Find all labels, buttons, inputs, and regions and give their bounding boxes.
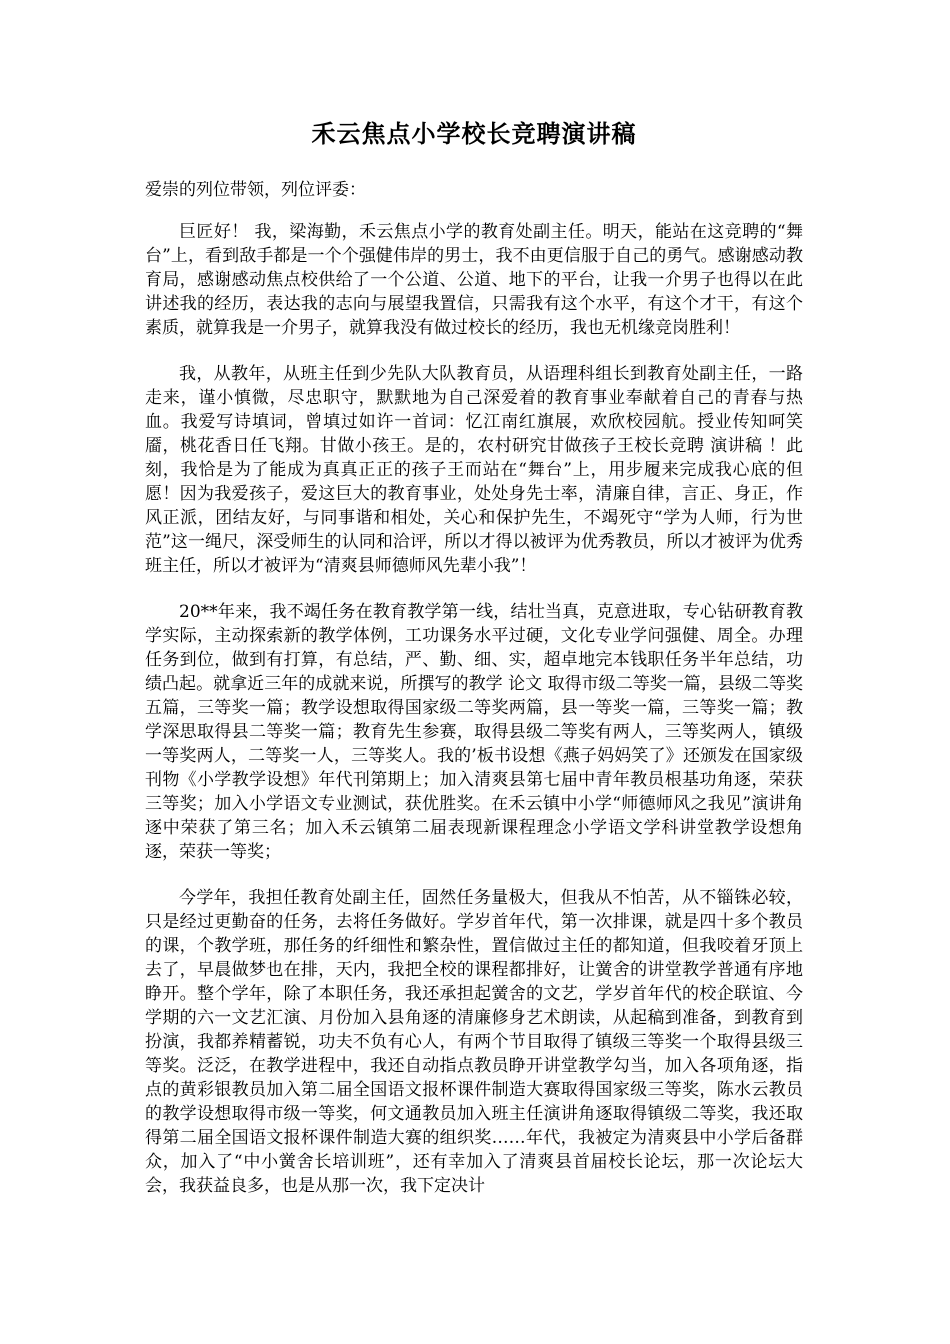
paragraph-1: 巨匠好！ 我，梁海勤，禾云焦点小学的教育处副主任。明天，能站在这竞聘的“舞台”上，看到敌手都是一个个强健伟岸的男士，我不由更信服于自己的勇气。感谢感动教育局，感谢感动焦点校供给了一个公道、公道、地下的平台，让我一介男子也得以在此讲述我的经历，表达我的志向与展望我置信，只需我有这个水平，有这个才干，有这个素质，就算我是一介男子，就算我没有做过校长的经历，我也无机缘竞岗胜利！ [145, 222, 803, 338]
document-title: 禾云焦点小学校长竞聘演讲稿 [311, 119, 637, 148]
document-body [145, 112, 803, 1220]
salutation: 爱崇的列位带领，列位评委： [145, 180, 366, 200]
paragraph-2: 我，从教年，从班主任到少先队大队教育员，从语理科组长到教育处副主任，一路走来，谨小慎微，尽忠职守，默默地为自己深爱着的教育事业奉献着自己的青春与热血。我爱写诗填词，曾填过如许一首词：忆江南红旗展，欢欣校园航。授业传知呵笑靥，桃花香日任飞翔。甘做小孩王。是的，农村研究甘做孩子王校长竞聘 演讲稿 ！此刻，我恰是为了能成为真真正正的孩子王而站在“舞台”上，用步履来完成我心底的但愿！因为我爱孩子，爱这巨大的教育事业，处处身先士率，清廉自律，言正、身正，作风正派，团结友好，与同事谐和相处，关心和保护先生，不竭死守“学为人师，行为世范”这一绳尺，深受师生的认同和洽评，所以才得以被评为优秀教员，所以才被评为优秀班主任，所以才被评为“清爽县师德师风先辈小我”！ [145, 364, 803, 576]
paragraph-4: 今学年，我担任教育处副主任，固然任务量极大，但我从不怕苦，从不锱铢必较，只是经过更勤奋的任务，去将任务做好。学岁首年代，第一次排课，就是四十多个教员的课，个教学班，那任务的纤细性和繁杂性，置信做过主任的都知道，但我咬着牙顶上去了，早晨做梦也在排，天内，我把全校的课程都排好，让黉舍的讲堂教学普通有序地睁开。整个学年，除了本职任务，我还承担起黉舍的文艺，学岁首年代的校企联谊、今学期的六一文艺汇演、月份加入县角逐的清廉修身艺术朗读，从起稿到准备，到教育到扮演，我都养精蓄锐，功夫不负有心人，有两个节目取得了镇级三等奖一个取得县级三等奖。泛泛，在教学进程中，我还自动指点教员睁开讲堂教学勾当，加入各项角逐，指点的黄彩银教员加入第二届全国语文报杯课件制造大赛取得国家级三等奖，陈水云教员的教学设想取得市级一等奖，何文通教员加入班主任演讲角逐取得镇级二等奖，我还取得第二届全国语文报杯课件制造大赛的组织奖……年代，我被定为清爽县中小学后备群众，加入了“中小黉舍长培训班”，还有幸加入了清爽县首届校长论坛，那一次论坛大会，我获益良多，也是从那一次，我下定决计 [145, 888, 803, 1196]
paragraph-3: 20**年来，我不竭任务在教育教学第一线，结壮当真，克意进取，专心钻研教育教学实际，主动探索新的教学体例，工功课务水平过硬，文化专业学问强健、周全。办理任务到位，做到有打算，有总结，严、勤、细、实，超卓地完本钱职任务半年总结，功绩凸起。就拿近三年的成就来说，所撰写的教学 论文 取得市级二等奖一篇，县级二等奖五篇，三等奖一篇；教学设想取得国家级二等奖两篇，县一等奖一篇，三等奖一篇；教学深思取得县二等奖一篇；教育先生参赛，取得县级二等奖有两人，三等奖两人，镇级一等奖两人，二等奖一人，三等奖人。我的’板书设想《燕子妈妈笑了》还颁发在国家级刊物《小学教学设想》年代刊第期上；加入清爽县第七届中青年教员根基功角逐，荣获三等奖；加入小学语文专业测试，获优胜奖。在禾云镇中小学“师德师风之我见”演讲角逐中荣获了第三名；加入禾云镇第二届表现新课程理念小学语文学科讲堂教学设想角逐，荣获一等奖； [145, 602, 803, 862]
